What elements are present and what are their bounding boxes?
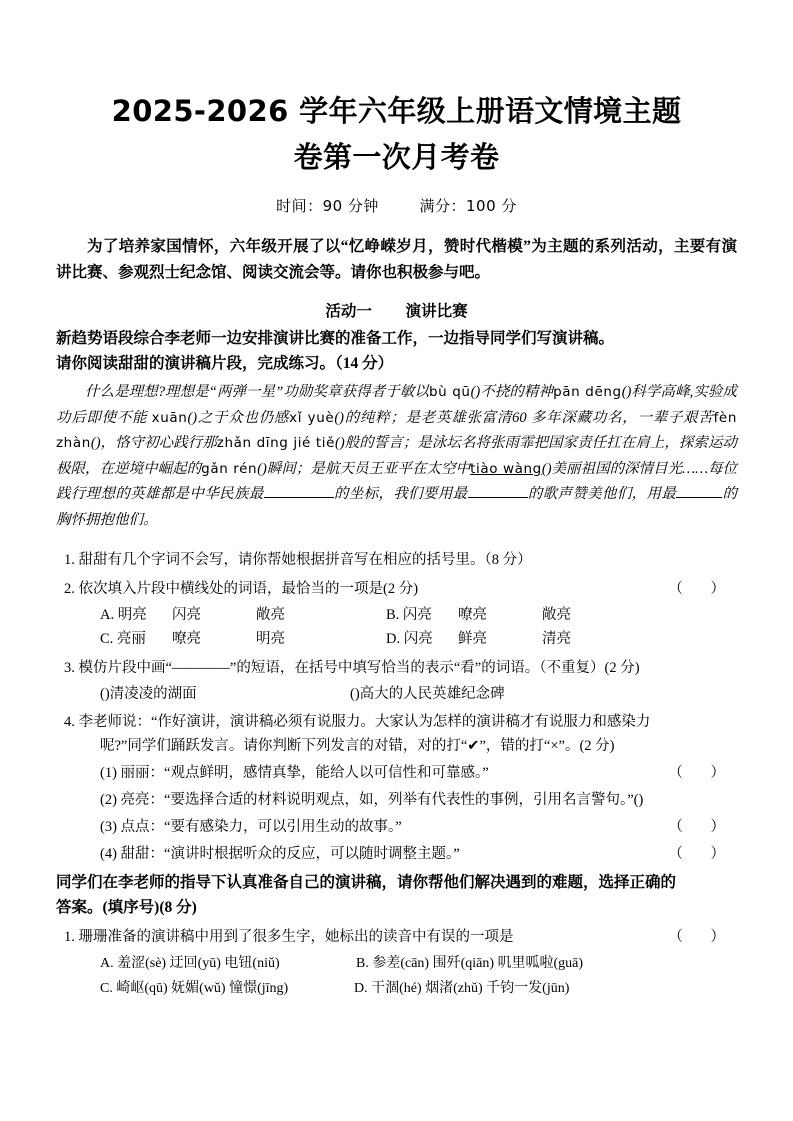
question-4: [56, 710, 737, 758]
question-3-items: [56, 682, 737, 706]
pinyin-xi-yue: xǐ yuè: [289, 409, 335, 426]
option-a-word-2: 闪亮: [172, 606, 201, 623]
pinyin-tiao-wang: tiào wàng: [470, 460, 542, 477]
activity-lead: [56, 326, 737, 376]
question-4-line-1: 4. 李老师说：“作好演讲，演讲稿必须有说服力。大家认为怎样的演讲稿才有说服力和感染力: [64, 713, 651, 730]
question-4-item-2: [56, 788, 737, 812]
option-c-label[interactable]: C. 亮丽: [100, 630, 146, 647]
question-2-answer-bracket[interactable]: （ ）: [668, 580, 737, 597]
pinyin-fen-zhan: fèn zhàn: [56, 409, 737, 451]
pinyin-option-row-1: [100, 951, 737, 976]
passage-seg-4: ()之于众也仍感: [187, 409, 290, 426]
passage-seg-8: ()瞬间；是航天员王亚平在太空中: [257, 460, 471, 477]
reading-passage: [56, 380, 737, 533]
question-3-item-2[interactable]: ()高大的人民英雄纪念碑: [350, 685, 505, 702]
option-b-label[interactable]: B. 闪亮: [386, 606, 432, 623]
question-3-item-1[interactable]: ()清凌凌的湖面: [100, 685, 197, 702]
question-5-options: [56, 951, 737, 1001]
question-3: [56, 656, 737, 680]
passage-seg-2: ()不挠的精神: [470, 384, 554, 400]
transition-paragraph: [56, 870, 737, 920]
question-4-item-1-text: (1) 丽丽：“观点鲜明，感情真挚，能给人以可信性和可靠感。”: [100, 764, 489, 781]
pinyin-gan-ren: gǎn rén: [201, 460, 258, 477]
pinyin-bu-qu: bù qū: [428, 384, 471, 400]
option-c-word-3: 明亮: [256, 630, 285, 647]
activity-heading: [56, 300, 737, 324]
option-row-1: [100, 603, 737, 627]
pinyin-option-row-2: [100, 976, 737, 1001]
pinyin-option-c[interactable]: C. 崎岖(qū) 妩媚(wǔ) 憧憬(jīng): [100, 980, 289, 996]
passage-seg-10: 的坐标，我们要用最: [333, 486, 468, 502]
activity-label: 活动一: [325, 303, 372, 320]
pinyin-pan-deng: pān dēng: [553, 384, 622, 400]
question-5-text: 1. 珊珊准备的演讲稿中用到了很多生字，她标出的读音中有误的一项是: [64, 928, 514, 945]
question-4-item-1-bracket[interactable]: （ ）: [668, 764, 737, 781]
option-d-label[interactable]: D. 闪亮: [386, 630, 433, 647]
page-title: [56, 0, 737, 180]
option-a-label[interactable]: A. 明亮: [100, 606, 147, 623]
question-4-item-1: [56, 761, 737, 785]
question-2: [56, 577, 737, 601]
pinyin-option-b[interactable]: B. 参差(cān) 围歼(qiān) 叽里呱啦(guā): [356, 955, 584, 971]
question-4-item-4-bracket[interactable]: （ ）: [668, 845, 737, 862]
pinyin-xuan: xuān: [151, 409, 188, 426]
pinyin-option-a[interactable]: A. 羞涩(sè) 迂回(yū) 电钮(niǔ): [100, 955, 280, 971]
option-c-word-2: 嘹亮: [172, 630, 201, 647]
option-row-2: [100, 627, 737, 651]
passage-blank-1[interactable]: [264, 497, 334, 498]
passage-seg-11: 的歌声赞美他们，用最: [527, 486, 677, 502]
exam-meta: [56, 196, 737, 216]
question-4-item-4-text: (4) 甜甜：“演讲时根据听众的反应，可以随时调整主题。”: [100, 845, 460, 862]
option-a-word-3: 敞亮: [256, 606, 285, 623]
exam-duration: 时间：90 分钟: [276, 197, 379, 215]
question-5: [56, 925, 737, 949]
question-5-answer-bracket[interactable]: （ ）: [668, 928, 737, 945]
question-3-text: 3. 模仿片段中画“————”的短语，在括号中填写恰当的表示“看”的词语。（不重复）(2 分): [64, 659, 640, 676]
question-2-options: [56, 603, 737, 651]
question-1-text: 1. 甜甜有几个字词不会写，请你帮她根据拼音写在相应的括号里。（8 分）: [64, 551, 532, 568]
activity-name: 演讲比赛: [405, 303, 468, 320]
title-line-1: 2025-2026 学年六年级上册语文情境主题: [111, 94, 682, 128]
pinyin-zhan-ding-jie-tie: zhǎn dīng jié tiě: [216, 435, 336, 451]
pinyin-option-d[interactable]: D. 干涸(hé) 烟渚(zhǔ) 千钧一发(jūn): [354, 980, 570, 996]
passage-seg-9: ()美丽祖国的深情目光……每位践行理想的英雄都是中华民族最: [56, 460, 738, 502]
lead-line-1: 新趋势语段综合李老师一边安排演讲比赛的准备工作，一边指导同学们写演讲稿。: [56, 330, 615, 347]
lead-line-2: 请你阅读甜甜的演讲稿片段，完成练习。（14 分）: [56, 355, 394, 372]
exam-total-score: 满分：100 分: [419, 197, 517, 215]
passage-blank-2[interactable]: [468, 497, 528, 498]
question-4-line-2: 呢?”同学们踊跃发言。请你判断下列发言的对错，对的打“✔”，错的打“×”。(2 分): [100, 737, 615, 754]
passage-seg-3: ()科学高峰,实验成功后即使不能: [56, 384, 737, 426]
transition-line-2: 答案。(填序号)(8 分): [56, 898, 197, 916]
title-line-2: 卷第一次月考卷: [293, 140, 500, 174]
passage-seg-6: ()，恪守初心践行那: [90, 435, 217, 451]
question-4-item-3-bracket[interactable]: （ ）: [668, 818, 737, 835]
passage-seg-1: 什么是理想?理想是“两弹一星”功勋奖章获得者于敏以: [85, 384, 429, 400]
transition-line-1: 同学们在李老师的指导下认真准备自己的演讲稿，请你帮他们解决遇到的难题，选择正确的: [56, 873, 677, 891]
question-4-item-2-text: (2) 亮亮：“要选择合适的材料说明观点，如，列举有代表性的事例，引用名言警句。”(): [100, 791, 644, 808]
option-d-word-2: 鲜亮: [458, 630, 487, 647]
passage-seg-7: ()般的誓言；是泳坛名将张雨霏把国家责任扛在肩上，探索运动极限，在逆境中崛起的: [56, 435, 737, 477]
question-4-item-4: [56, 842, 737, 866]
question-4-item-3-text: (3) 点点：“要有感染力，可以引用生动的故事。”: [100, 818, 402, 835]
option-b-word-3: 敞亮: [542, 606, 571, 623]
option-d-word-3: 清亮: [542, 630, 571, 647]
passage-seg-12: 的胸怀拥抱他们。: [56, 486, 738, 528]
question-2-text: 2. 依次填入片段中横线处的词语，最恰当的一项是(2 分): [64, 580, 419, 597]
question-4-item-3: [56, 815, 737, 839]
option-b-word-2: 嘹亮: [458, 606, 487, 623]
intro-paragraph: 为了培养家国情怀，六年级开展了以“忆峥嵘岁月，赞时代楷模”为主题的系列活动，主要有演讲比赛、参观烈士纪念馆、阅读交流会等。请你也积极参与吧。: [56, 238, 737, 281]
question-1: [56, 548, 737, 572]
passage-blank-3[interactable]: [676, 497, 722, 498]
passage-seg-5: ()的纯粹；是老英雄张富清60 多年深藏功名，一辈子艰苦: [334, 409, 714, 426]
